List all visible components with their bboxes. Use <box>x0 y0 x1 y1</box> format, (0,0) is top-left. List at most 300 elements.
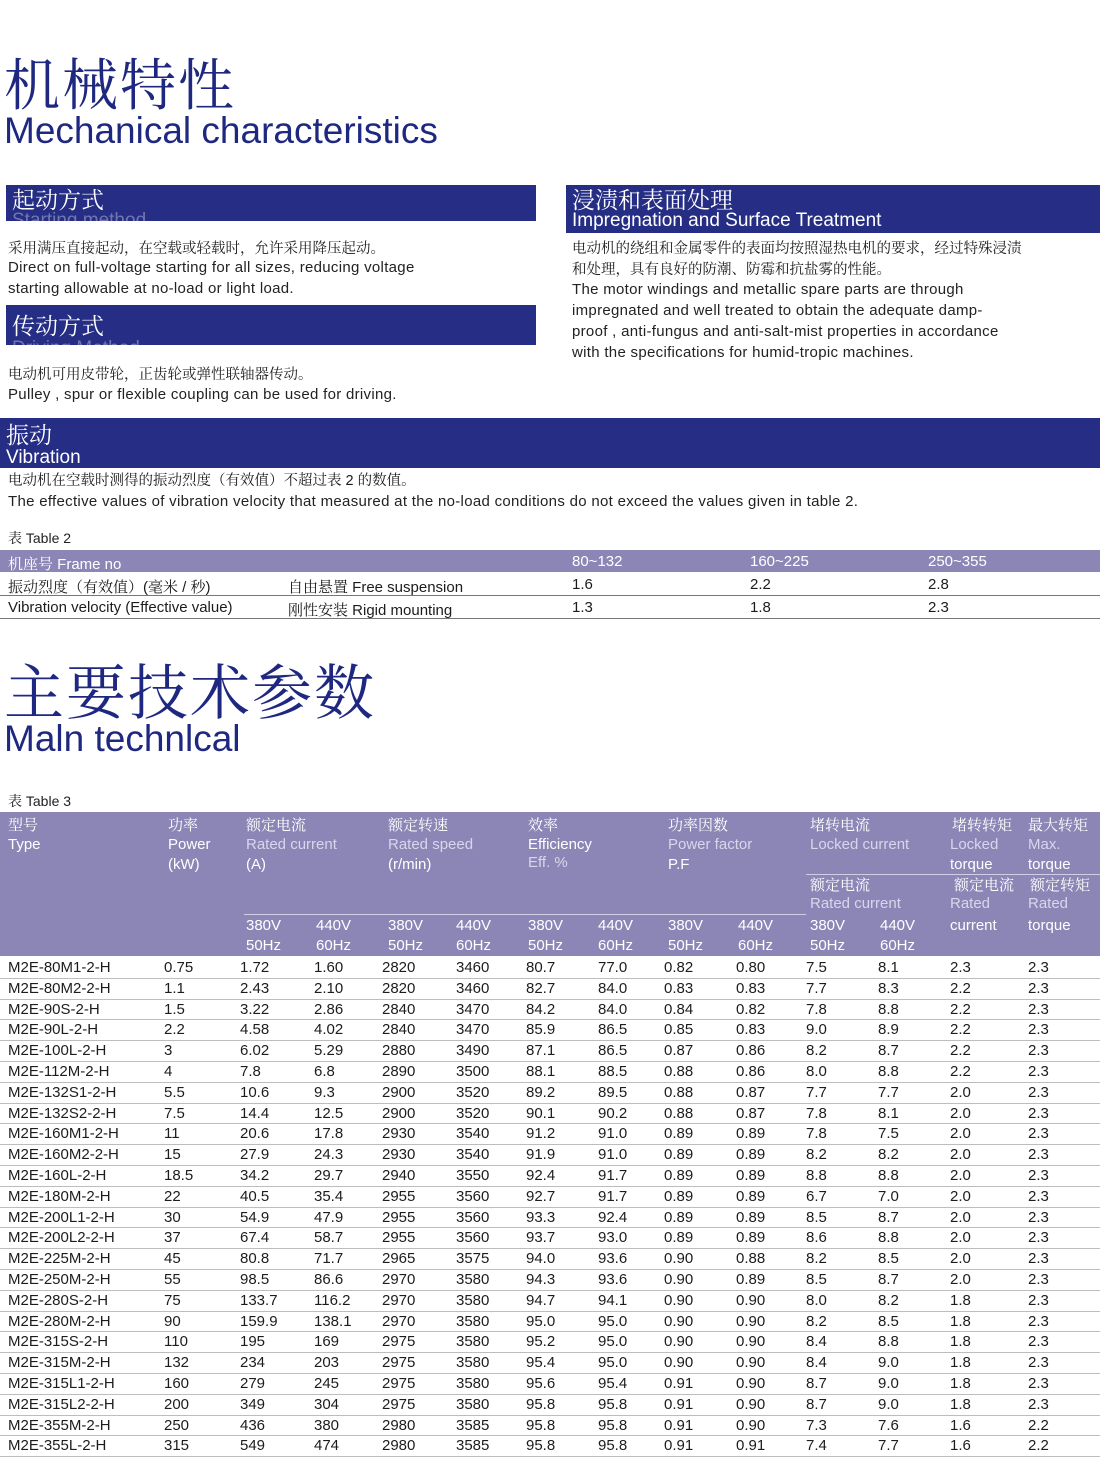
cell-speed-440: 3585 <box>456 1437 490 1455</box>
cell-speed-440: 3460 <box>456 979 490 997</box>
th-current-cn: 额定电流 <box>246 817 307 834</box>
cell-eff-380: 80.7 <box>526 959 556 976</box>
cell-pf-440: 0.88 <box>736 1250 766 1268</box>
table-row <box>0 1415 1100 1437</box>
table2-header-c1: 80~132 <box>572 553 623 570</box>
th-lt-en2: torque <box>950 856 993 873</box>
cell-current-440: 17.8 <box>314 1125 344 1143</box>
cell-current-380: 34.2 <box>240 1167 270 1184</box>
impregnation-title-cn: 浸渍和表面处理 <box>572 187 733 213</box>
cell-locked-torque: 2.0 <box>950 1271 971 1288</box>
cell-speed-440: 3550 <box>456 1167 490 1184</box>
cell-pf-440: 0.90 <box>736 1291 766 1309</box>
cell-current-440: 4.02 <box>314 1021 344 1039</box>
cell-locked-torque: 1.8 <box>950 1375 971 1392</box>
cell-locked-380: 7.7 <box>806 979 827 997</box>
cell-speed-380: 2900 <box>382 1104 416 1122</box>
cell-locked-380: 8.0 <box>806 1063 827 1080</box>
cell-locked-torque: 2.2 <box>950 1042 971 1060</box>
cell-locked-440: 8.7 <box>878 1271 899 1288</box>
cell-eff-440: 91.7 <box>598 1187 628 1205</box>
cell-eff-380: 91.2 <box>526 1125 556 1143</box>
cell-current-440: 12.5 <box>314 1104 344 1122</box>
cell-speed-440: 3460 <box>456 959 490 976</box>
cell-current-440: 304 <box>314 1395 340 1413</box>
cell-locked-380: 8.0 <box>806 1291 827 1309</box>
cell-type: M2E-315M-2-H <box>8 1354 111 1372</box>
cell-max-torque: 2.3 <box>1028 1395 1049 1413</box>
cell-locked-torque: 2.0 <box>950 1250 971 1268</box>
cell-locked-440: 8.9 <box>878 1021 899 1039</box>
th-max-en1: Max. <box>1028 836 1061 853</box>
cell-locked-440: 7.0 <box>878 1187 899 1205</box>
table-row <box>0 1103 1100 1125</box>
cell-pf-440: 0.87 <box>736 1083 766 1101</box>
impregnation-text-en-1: The motor windings and metallic spare parts are through <box>572 281 964 298</box>
cell-pf-380: 0.88 <box>664 1104 694 1122</box>
cell-power: 4 <box>164 1063 173 1080</box>
cell-power: 1.1 <box>164 979 185 997</box>
cell-eff-380: 94.0 <box>526 1250 556 1268</box>
cell-locked-380: 7.8 <box>806 1104 827 1122</box>
cell-eff-440: 93.6 <box>598 1271 628 1288</box>
cell-type: M2E-200L1-2-H <box>8 1208 115 1226</box>
cell-type: M2E-90S-2-H <box>8 1000 100 1018</box>
cell-current-380: 195 <box>240 1333 266 1351</box>
cell-pf-380: 0.90 <box>664 1271 694 1288</box>
driving-title-en: Driving Method <box>12 338 140 359</box>
table3-caption: 表 Table 3 <box>8 793 72 809</box>
cell-pf-440: 0.83 <box>736 979 766 997</box>
table2-caption: 表 Table 2 <box>8 530 72 546</box>
cell-current-440: 35.4 <box>314 1187 344 1205</box>
cell-max-torque: 2.3 <box>1028 1125 1049 1143</box>
cell-locked-torque: 1.8 <box>950 1291 971 1309</box>
cell-pf-380: 0.90 <box>664 1250 694 1268</box>
cell-eff-380: 95.8 <box>526 1416 556 1434</box>
cell-power: 1.5 <box>164 1000 185 1018</box>
th-ltsub-en2: current <box>950 917 997 934</box>
page-title-cn: 机械特性 <box>4 54 236 117</box>
cell-power: 200 <box>164 1395 190 1413</box>
cell-eff-440: 91.7 <box>598 1167 628 1184</box>
cell-pf-380: 0.90 <box>664 1312 694 1330</box>
cell-speed-440: 3560 <box>456 1208 490 1226</box>
cell-power: 75 <box>164 1291 181 1309</box>
table2-row2-mount: 刚性安装 Rigid mounting <box>288 602 453 619</box>
cell-speed-380: 2940 <box>382 1167 416 1184</box>
cell-speed-380: 2955 <box>382 1208 416 1226</box>
cell-locked-torque: 1.8 <box>950 1333 971 1351</box>
cell-eff-380: 95.8 <box>526 1437 556 1455</box>
cell-locked-440: 8.3 <box>878 979 899 997</box>
cell-pf-380: 0.89 <box>664 1167 694 1184</box>
th-hz50: 50Hz <box>246 937 282 954</box>
cell-current-440: 245 <box>314 1375 340 1392</box>
cell-eff-440: 88.5 <box>598 1063 628 1080</box>
table-row <box>0 1207 1100 1229</box>
cell-locked-380: 7.8 <box>806 1125 827 1143</box>
cell-locked-440: 7.7 <box>878 1083 899 1101</box>
cell-current-380: 98.5 <box>240 1271 270 1288</box>
cell-eff-380: 95.6 <box>526 1375 556 1392</box>
cell-pf-440: 0.86 <box>736 1042 766 1060</box>
th-lsub-cn: 额定电流 <box>810 877 871 894</box>
cell-power: 160 <box>164 1375 190 1392</box>
cell-locked-torque: 1.6 <box>950 1416 971 1434</box>
cell-pf-380: 0.90 <box>664 1291 694 1309</box>
cell-current-380: 234 <box>240 1354 266 1372</box>
impregnation-band <box>566 185 1100 233</box>
cell-current-380: 10.6 <box>240 1083 270 1101</box>
table-row <box>0 1165 1100 1187</box>
cell-current-380: 159.9 <box>240 1312 278 1330</box>
cell-max-torque: 2.3 <box>1028 1042 1049 1060</box>
cell-power: 2.2 <box>164 1021 185 1039</box>
cell-speed-380: 2840 <box>382 1000 416 1018</box>
table-row <box>0 1123 1100 1145</box>
cell-locked-torque: 2.2 <box>950 979 971 997</box>
cell-eff-440: 94.1 <box>598 1291 628 1309</box>
cell-speed-440: 3470 <box>456 1000 490 1018</box>
cell-type: M2E-100L-2-H <box>8 1042 107 1060</box>
cell-speed-380: 2880 <box>382 1042 416 1060</box>
cell-eff-380: 95.0 <box>526 1312 556 1330</box>
cell-eff-380: 84.2 <box>526 1000 556 1018</box>
cell-current-440: 1.60 <box>314 959 344 976</box>
cell-locked-440: 8.8 <box>878 1000 899 1018</box>
th-power-unit: (kW) <box>168 856 200 873</box>
cell-power: 22 <box>164 1187 181 1205</box>
cell-locked-380: 8.2 <box>806 1042 827 1060</box>
cell-pf-380: 0.85 <box>664 1021 694 1039</box>
cell-current-440: 138.1 <box>314 1312 352 1330</box>
cell-current-380: 549 <box>240 1437 266 1455</box>
cell-current-440: 116.2 <box>314 1291 351 1309</box>
table-row <box>0 957 1100 979</box>
cell-speed-440: 3580 <box>456 1395 490 1413</box>
table2-row1-c3: 2.8 <box>928 576 949 593</box>
cell-current-380: 80.8 <box>240 1250 270 1268</box>
vibration-band <box>0 418 1100 468</box>
cell-eff-440: 91.0 <box>598 1146 628 1164</box>
th-v440: 440V <box>880 917 916 934</box>
cell-pf-440: 0.89 <box>736 1208 766 1226</box>
cell-eff-440: 84.0 <box>598 979 628 997</box>
table2-row1-label: 振动烈度（有效值）(毫米 / 秒) <box>8 579 211 596</box>
main-title-en: Maln technlcal <box>4 718 241 759</box>
cell-locked-torque: 2.0 <box>950 1208 971 1226</box>
th-pf-cn: 功率因数 <box>668 817 729 834</box>
cell-pf-380: 0.91 <box>664 1375 694 1392</box>
cell-type: M2E-80M1-2-H <box>8 959 111 976</box>
cell-locked-torque: 2.0 <box>950 1187 971 1205</box>
cell-locked-torque: 1.8 <box>950 1395 971 1413</box>
cell-eff-380: 90.1 <box>526 1104 556 1122</box>
cell-current-380: 133.7 <box>240 1291 278 1309</box>
cell-locked-440: 8.1 <box>878 959 899 976</box>
main-title-cn: 主要技术参数 <box>4 660 376 727</box>
cell-speed-380: 2975 <box>382 1375 416 1392</box>
cell-locked-torque: 2.0 <box>950 1167 971 1184</box>
cell-max-torque: 2.3 <box>1028 1104 1049 1122</box>
cell-eff-380: 91.9 <box>526 1146 556 1164</box>
th-v380: 380V <box>810 917 846 934</box>
cell-max-torque: 2.3 <box>1028 1000 1049 1018</box>
table-row <box>0 1331 1100 1353</box>
driving-text-en: Pulley , spur or flexible coupling can be used for driving. <box>8 386 397 403</box>
cell-speed-380: 2975 <box>382 1333 416 1351</box>
cell-max-torque: 2.3 <box>1028 1333 1049 1351</box>
th-eff-en: Efficiency <box>528 836 592 853</box>
cell-max-torque: 2.3 <box>1028 1375 1049 1392</box>
cell-locked-440: 9.0 <box>878 1354 899 1372</box>
cell-type: M2E-90L-2-H <box>8 1021 99 1039</box>
cell-type: M2E-315S-2-H <box>8 1333 109 1351</box>
cell-eff-380: 94.7 <box>526 1291 556 1309</box>
cell-current-380: 436 <box>240 1416 266 1434</box>
cell-speed-440: 3560 <box>456 1187 490 1205</box>
table3-header <box>0 812 1100 956</box>
cell-pf-440: 0.90 <box>736 1375 766 1392</box>
table-row <box>0 1040 1100 1062</box>
cell-eff-380: 93.7 <box>526 1229 556 1247</box>
th-divider <box>806 874 1100 875</box>
th-v440: 440V <box>456 917 492 934</box>
cell-current-380: 67.4 <box>240 1229 270 1247</box>
cell-type: M2E-280S-2-H <box>8 1291 109 1309</box>
cell-type: M2E-132S2-2-H <box>8 1104 117 1122</box>
cell-current-380: 3.22 <box>240 1000 270 1018</box>
vibration-title-cn: 振动 <box>6 422 52 448</box>
cell-max-torque: 2.3 <box>1028 1312 1049 1330</box>
cell-pf-380: 0.88 <box>664 1063 694 1080</box>
cell-speed-380: 2955 <box>382 1229 416 1247</box>
vibration-text-cn: 电动机在空载时测得的振动烈度（有效值）不超过表 2 的数值。 <box>8 473 416 489</box>
cell-pf-380: 0.91 <box>664 1416 694 1434</box>
cell-eff-440: 77.0 <box>598 959 628 976</box>
cell-speed-440: 3520 <box>456 1104 490 1122</box>
cell-locked-torque: 2.0 <box>950 1083 971 1101</box>
cell-locked-380: 6.7 <box>806 1187 827 1205</box>
th-hz60: 60Hz <box>738 937 774 954</box>
cell-speed-380: 2980 <box>382 1416 416 1434</box>
table-row <box>0 1019 1100 1041</box>
cell-pf-380: 0.89 <box>664 1229 694 1247</box>
cell-speed-380: 2965 <box>382 1250 416 1268</box>
cell-current-440: 474 <box>314 1437 340 1455</box>
table2-row1-c2: 2.2 <box>750 576 771 593</box>
cell-speed-380: 2975 <box>382 1395 416 1413</box>
th-locked-cn: 堵转电流 <box>810 817 871 834</box>
cell-speed-380: 2930 <box>382 1125 416 1143</box>
cell-eff-440: 93.0 <box>598 1229 628 1247</box>
th-locked-en: Locked current <box>810 836 910 853</box>
cell-current-380: 2.43 <box>240 979 270 997</box>
th-eff-unit: Eff. % <box>528 854 568 871</box>
cell-pf-440: 0.80 <box>736 959 766 976</box>
cell-locked-380: 7.4 <box>806 1437 827 1455</box>
cell-power: 37 <box>164 1229 181 1247</box>
th-lt-en1: Locked <box>950 836 999 853</box>
cell-pf-440: 0.90 <box>736 1354 766 1372</box>
cell-pf-440: 0.89 <box>736 1167 766 1184</box>
cell-speed-380: 2970 <box>382 1312 416 1330</box>
cell-type: M2E-160L-2-H <box>8 1167 107 1184</box>
cell-eff-380: 87.1 <box>526 1042 556 1060</box>
cell-max-torque: 2.3 <box>1028 1229 1049 1247</box>
cell-current-380: 54.9 <box>240 1208 270 1226</box>
cell-current-380: 6.02 <box>240 1042 270 1060</box>
cell-locked-torque: 1.6 <box>950 1437 971 1455</box>
cell-max-torque: 2.3 <box>1028 959 1049 976</box>
cell-locked-440: 8.7 <box>878 1208 899 1226</box>
cell-pf-380: 0.89 <box>664 1146 694 1164</box>
table-row <box>0 1373 1100 1395</box>
cell-speed-440: 3540 <box>456 1146 490 1164</box>
cell-eff-380: 89.2 <box>526 1083 556 1101</box>
cell-max-torque: 2.3 <box>1028 1271 1049 1288</box>
th-hz50: 50Hz <box>810 937 846 954</box>
starting-band <box>6 185 536 231</box>
cell-speed-380: 2975 <box>382 1354 416 1372</box>
cell-locked-380: 8.7 <box>806 1375 827 1392</box>
cell-pf-440: 0.90 <box>736 1395 766 1413</box>
impregnation-text-en-2: impregnated and well treated to obtain the adequate damp- <box>572 302 983 319</box>
th-mxsub-cn: 额定转矩 <box>1030 877 1091 894</box>
cell-eff-440: 95.0 <box>598 1354 628 1372</box>
cell-max-torque: 2.3 <box>1028 1354 1049 1372</box>
driving-text-cn: 电动机可用皮带轮，正齿轮或弹性联轴器传动。 <box>8 367 313 383</box>
th-divider-voltage <box>244 914 806 915</box>
th-lt-cn: 堵转转矩 <box>952 817 1013 834</box>
cell-current-440: 380 <box>314 1416 340 1434</box>
cell-power: 110 <box>164 1333 188 1351</box>
cell-current-440: 9.3 <box>314 1083 335 1101</box>
cell-power: 132 <box>164 1354 190 1372</box>
cell-eff-440: 95.0 <box>598 1333 628 1351</box>
cell-speed-380: 2820 <box>382 959 416 976</box>
vibration-title-en: Vibration <box>6 447 81 468</box>
th-type-cn: 型号 <box>8 817 39 834</box>
table-row <box>0 978 1100 1000</box>
cell-type: M2E-250M-2-H <box>8 1271 111 1288</box>
cell-speed-440: 3575 <box>456 1250 490 1268</box>
th-eff-cn: 效率 <box>528 817 559 834</box>
cell-max-torque: 2.3 <box>1028 1208 1049 1226</box>
cell-speed-440: 3500 <box>456 1063 490 1080</box>
cell-speed-380: 2970 <box>382 1291 416 1309</box>
cell-current-440: 203 <box>314 1354 340 1372</box>
cell-pf-380: 0.91 <box>664 1437 694 1455</box>
impregnation-text-cn-1: 电动机的绕组和金属零件的表面均按照湿热电机的要求，经过特殊浸渍 <box>572 241 1022 257</box>
cell-pf-440: 0.87 <box>736 1104 766 1122</box>
cell-power: 5.5 <box>164 1083 185 1101</box>
cell-type: M2E-225M-2-H <box>8 1250 111 1268</box>
cell-speed-440: 3580 <box>456 1291 490 1309</box>
cell-locked-torque: 1.8 <box>950 1354 971 1372</box>
th-hz60: 60Hz <box>456 937 492 954</box>
cell-current-440: 86.6 <box>314 1271 344 1288</box>
cell-locked-380: 8.6 <box>806 1229 827 1247</box>
table2-header <box>0 550 1100 572</box>
cell-locked-380: 8.4 <box>806 1333 827 1351</box>
cell-pf-440: 0.86 <box>736 1063 766 1080</box>
table2-header-label: 机座号 Frame no <box>8 556 122 573</box>
cell-pf-440: 0.91 <box>736 1437 766 1455</box>
cell-eff-440: 86.5 <box>598 1042 628 1060</box>
table2-row2-c3: 2.3 <box>928 599 949 616</box>
impregnation-title-en: Impregnation and Surface Treatment <box>572 210 882 231</box>
cell-speed-440: 3580 <box>456 1375 490 1392</box>
cell-eff-440: 95.8 <box>598 1395 628 1413</box>
cell-pf-380: 0.84 <box>664 1000 694 1018</box>
cell-speed-440: 3540 <box>456 1125 490 1143</box>
cell-max-torque: 2.3 <box>1028 979 1049 997</box>
cell-power: 315 <box>164 1437 190 1455</box>
cell-current-380: 7.8 <box>240 1063 261 1080</box>
cell-power: 3 <box>164 1042 173 1060</box>
cell-locked-torque: 2.2 <box>950 1063 971 1080</box>
table2-row2-c2: 1.8 <box>750 599 771 616</box>
cell-eff-440: 92.4 <box>598 1208 628 1226</box>
cell-pf-440: 0.89 <box>736 1125 766 1143</box>
cell-power: 7.5 <box>164 1104 185 1122</box>
cell-max-torque: 2.3 <box>1028 1083 1049 1101</box>
cell-max-torque: 2.3 <box>1028 1291 1049 1309</box>
cell-power: 45 <box>164 1250 181 1268</box>
th-power-cn: 功率 <box>168 817 199 834</box>
starting-text-cn: 采用满压直接起动，在空载或轻载时，允许采用降压起动。 <box>8 241 385 257</box>
table2-row2-c1: 1.3 <box>572 599 593 616</box>
cell-pf-440: 0.90 <box>736 1333 766 1351</box>
table2-row1-mount: 自由悬置 Free suspension <box>288 579 464 596</box>
cell-locked-440: 9.0 <box>878 1375 899 1392</box>
cell-locked-380: 7.3 <box>806 1416 827 1434</box>
cell-pf-380: 0.83 <box>664 979 694 997</box>
cell-eff-440: 89.5 <box>598 1083 628 1101</box>
cell-speed-380: 2955 <box>382 1187 416 1205</box>
cell-eff-380: 94.3 <box>526 1271 556 1288</box>
cell-speed-440: 3560 <box>456 1229 490 1247</box>
cell-type: M2E-80M2-2-H <box>8 979 111 997</box>
table-row <box>0 1394 1100 1416</box>
th-v380: 380V <box>246 917 282 934</box>
cell-pf-440: 0.89 <box>736 1271 766 1288</box>
cell-power: 18.5 <box>164 1167 194 1184</box>
cell-locked-380: 8.2 <box>806 1312 827 1330</box>
cell-eff-440: 95.0 <box>598 1312 628 1330</box>
cell-locked-380: 8.8 <box>806 1167 827 1184</box>
table-row <box>0 1311 1100 1333</box>
cell-pf-440: 0.90 <box>736 1312 766 1330</box>
cell-speed-440: 3470 <box>456 1021 490 1039</box>
cell-max-torque: 2.2 <box>1028 1416 1049 1434</box>
th-hz50: 50Hz <box>528 937 564 954</box>
cell-locked-torque: 2.3 <box>950 959 971 976</box>
driving-band <box>6 305 536 359</box>
th-lsub-en: Rated current <box>810 895 901 912</box>
table-row <box>0 1352 1100 1374</box>
cell-locked-torque: 2.0 <box>950 1146 971 1164</box>
th-v380: 380V <box>388 917 424 934</box>
cell-locked-440: 8.8 <box>878 1229 899 1247</box>
cell-current-440: 58.7 <box>314 1229 344 1247</box>
cell-pf-440: 0.90 <box>736 1416 766 1434</box>
cell-locked-torque: 2.0 <box>950 1104 971 1122</box>
cell-speed-440: 3585 <box>456 1416 490 1434</box>
cell-pf-380: 0.82 <box>664 959 694 976</box>
